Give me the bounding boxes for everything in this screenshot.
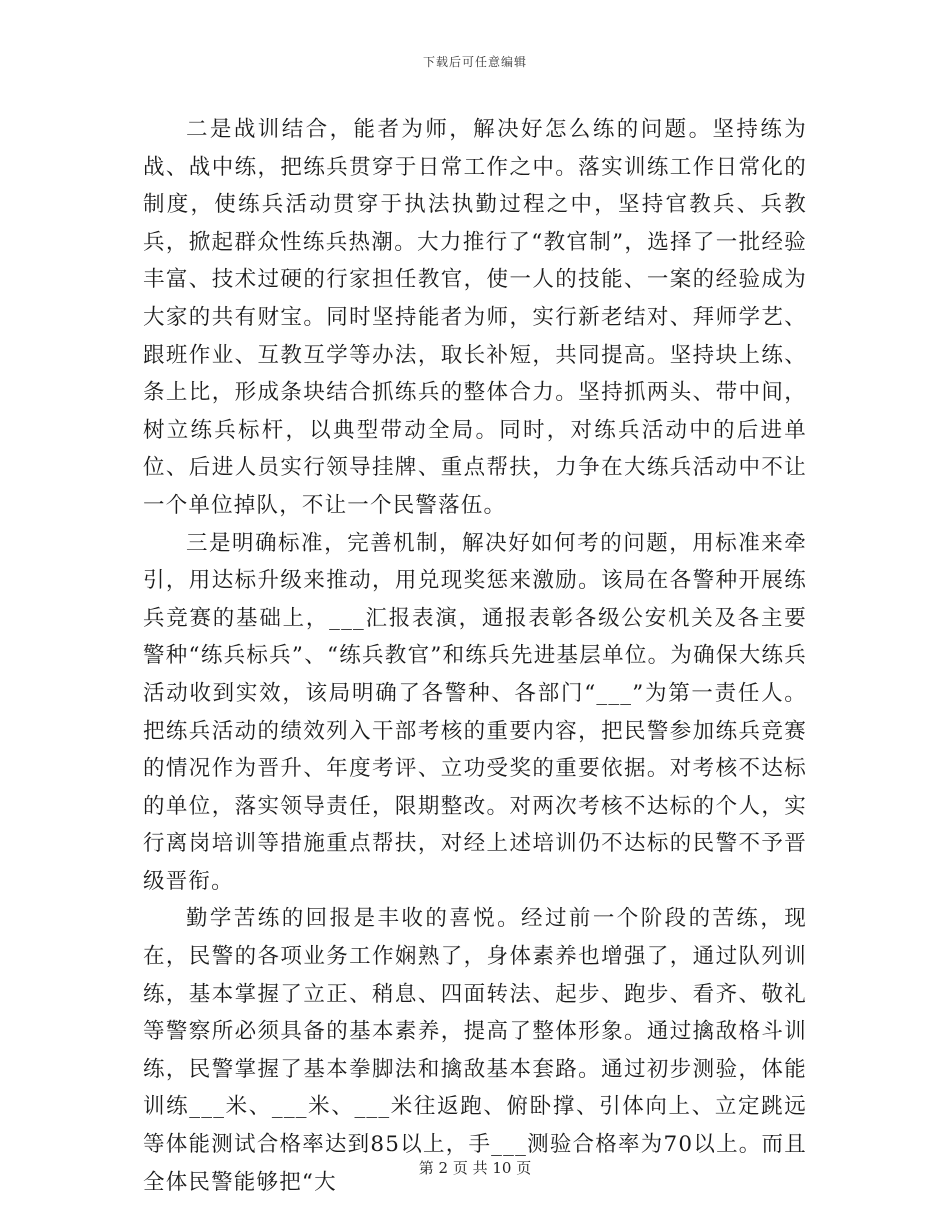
- page-header: 下载后可任意编辑: [422, 55, 527, 69]
- paragraph: 三是明确标准，完善机制，解决好如何考的问题，用标准来牵引，用达标升级来推动，用兑现奖惩来激励。该局在各警种开展练兵竞赛的基础上，___汇报表演，通报表彰各级公安机关及各主要警种“练兵标兵”、“练兵教官”和练兵先进基层单位。为确保大练兵活动收到实效，该局明确了各警种、各部门“___”为第一责任人。把练兵活动的绩效列入干部考核的重要内容，把民警参加练兵竞赛的情况作为晋升、年度考评、立功受奖的重要依据。对考核不达标的单位，落实领导责任，限期整改。对两次考核不达标的个人，实行离岗培训等措施重点帮扶，对经上述培训仍不达标的民警不予晋级晋衔。: [143, 530, 807, 894]
- paragraph: 二是战训结合，能者为师，解决好怎么练的问题。坚持练为战、战中练，把练兵贯穿于日常工作之中。落实训练工作日常化的制度，使练兵活动贯穿于执法执勤过程之中，坚持官教兵、兵教兵，掀起群众性练兵热潮。大力推行了“教官制”，选择了一批经验丰富、技术过硬的行家担任教官，使一人的技能、一案的经验成为大家的共有财宝。同时坚持能者为师，实行新老结对、拜师学艺、跟班作业、互教互学等办法，取长补短，共同提高。坚持块上练、条上比，形成条块结合抓练兵的整体合力。坚持抓两头、带中间，树立练兵标杆，以典型带动全局。同时，对练兵活动中的后进单位、后进人员实行领导挂牌、重点帮扶，力争在大练兵活动中不让一个单位掉队，不让一个民警落伍。: [143, 117, 807, 518]
- paragraph: 勤学苦练的回报是丰收的喜悦。经过前一个阶段的苦练，现在，民警的各项业务工作娴熟了，身体素养也增强了，通过队列训练，基本掌握了立正、稍息、四面转法、起步、跑步、看齐、敬礼等警察所必须具备的基本素养，提高了整体形象。通过擒敌格斗训练，民警掌握了基本拳脚法和擒敌基本套路。通过初步测验，体能训练___米、___米、___米往返跑、俯卧撑、引体向上、立定跳远等体能测试合格率达到85以上，手___测验合格率为70以上。而且全体民警能够把“大: [143, 906, 807, 1195]
- page-number-footer: 第 2 页 共 10 页: [418, 1159, 532, 1177]
- document-body: [143, 111, 807, 1201]
